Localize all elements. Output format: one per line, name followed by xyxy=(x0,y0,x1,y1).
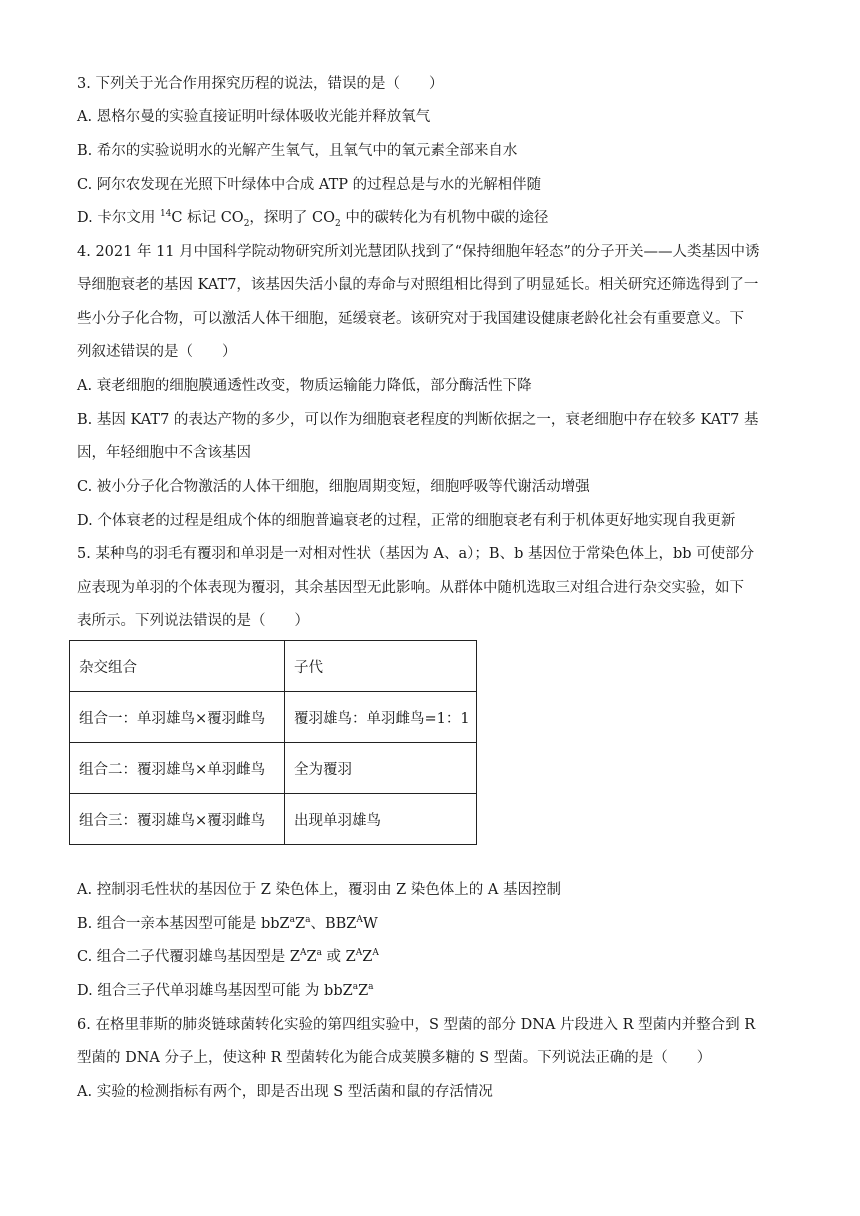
q5-stem-line-2: 应表现为单羽的个体表现为覆羽，其余基因型无此影响。从群体中随机选取三对组合进行杂交实验，如下 xyxy=(77,580,744,596)
q4-option-b-line-1: B. 基因 KAT7 的表达产物的多少，可以作为细胞衰老程度的判断依据之一，衰老细胞中存在较多 KAT7 基 xyxy=(77,412,759,428)
q3-option-d: D. 卡尔文用 $^{14}$C 标记 $CO_2$，探明了 $CO_2$ 中的碳转化为有机物中碳的途径 xyxy=(77,209,549,229)
table-cell: 组合一：单羽雄鸟×覆羽雌鸟 xyxy=(70,692,285,743)
q5-option-a: A. 控制羽毛性状的基因位于 Z 染色体上，覆羽由 Z 染色体上的 A 基因控制 xyxy=(77,882,561,898)
cross-table xyxy=(69,640,477,845)
q4-option-c: C. 被小分子化合物激活的人体干细胞，细胞周期变短，细胞呼吸等代谢活动增强 xyxy=(77,479,590,495)
q5-stem-line-3: 表所示。下列说法错误的是（ ） xyxy=(77,613,309,629)
q6-stem-line-2: 型菌的 DNA 分子上，使这种 R 型菌转化为能合成荚膜多糖的 S 型菌。下列说法正确的是（ ） xyxy=(77,1050,712,1066)
q5-option-d: D. 组合三子代单羽雄鸟基因型可能 为 $bbZ^aZ^a$ xyxy=(77,982,374,999)
table-header-row xyxy=(70,641,477,692)
q3-option-c: C. 阿尔农发现在光照下叶绿体中合成 ATP 的过程总是与水的光解相伴随 xyxy=(77,177,542,193)
q3-option-a: A. 恩格尔曼的实验直接证明叶绿体吸收光能并释放氧气 xyxy=(77,109,431,125)
table-row xyxy=(70,692,477,743)
q4-option-a: A. 衰老细胞的细胞膜通透性改变，物质运输能力降低，部分酶活性下降 xyxy=(77,378,532,394)
q4-stem-line-2: 导细胞衰老的基因 KAT7，该基因失活小鼠的寿命与对照组相比得到了明显延长。相关研究还筛选得到了一 xyxy=(77,277,759,293)
table-cell: 覆羽雄鸟：单羽雌鸟=1：1 xyxy=(285,692,477,743)
table-cell: 组合二：覆羽雄鸟×单羽雌鸟 xyxy=(70,743,285,794)
q5-option-c: C. 组合二子代覆羽雄鸟基因型是 $Z^AZ^a$ 或 $Z^AZ^A$ xyxy=(77,948,379,965)
table-row xyxy=(70,743,477,794)
table-cell: 全为覆羽 xyxy=(285,743,477,794)
q3-stem: 3. 下列关于光合作用探究历程的说法，错误的是（ ） xyxy=(77,76,444,92)
table-cell: 组合三：覆羽雄鸟×覆羽雌鸟 xyxy=(70,794,285,845)
q4-stem-line-3: 些小分子化合物，可以激活人体干细胞，延缓衰老。该研究对于我国建设健康老龄化社会有重要意义。下 xyxy=(77,311,744,327)
q4-stem-line-4: 列叙述错误的是（ ） xyxy=(77,344,237,360)
q6-option-a: A. 实验的检测指标有两个，即是否出现 S 型活菌和鼠的存活情况 xyxy=(77,1084,493,1100)
q4-option-b-line-2: 因，年轻细胞中不含该基因 xyxy=(77,445,251,461)
q6-stem-line-1: 6. 在格里菲斯的肺炎链球菌转化实验的第四组实验中，S 型菌的部分 DNA 片段进入 R 型菌内并整合到 R xyxy=(77,1017,756,1033)
q5-option-b: B. 组合一亲本基因型可能是 $bbZ^aZ^a$、$BBZ^AW$ xyxy=(77,915,378,932)
table-header-cell: 子代 xyxy=(285,641,477,692)
table-cell: 出现单羽雄鸟 xyxy=(285,794,477,845)
q3-option-b: B. 希尔的实验说明水的光解产生氧气，且氧气中的氧元素全部来自水 xyxy=(77,143,518,159)
table-header-cell: 杂交组合 xyxy=(70,641,285,692)
q4-stem-line-1: 4. 2021 年 11 月中国科学院动物研究所刘光慧团队找到了“保持细胞年轻态”的分子开关——人类基因中诱 xyxy=(77,244,760,260)
q5-stem-line-1: 5. 某种鸟的羽毛有覆羽和单羽是一对相对性状（基因为 A、a）；B、b 基因位于常染色体上，bb 可使部分 xyxy=(77,546,755,562)
table-row xyxy=(70,794,477,845)
q4-option-d: D. 个体衰老的过程是组成个体的细胞普遍衰老的过程，正常的细胞衰老有利于机体更好地实现自我更新 xyxy=(77,513,736,529)
